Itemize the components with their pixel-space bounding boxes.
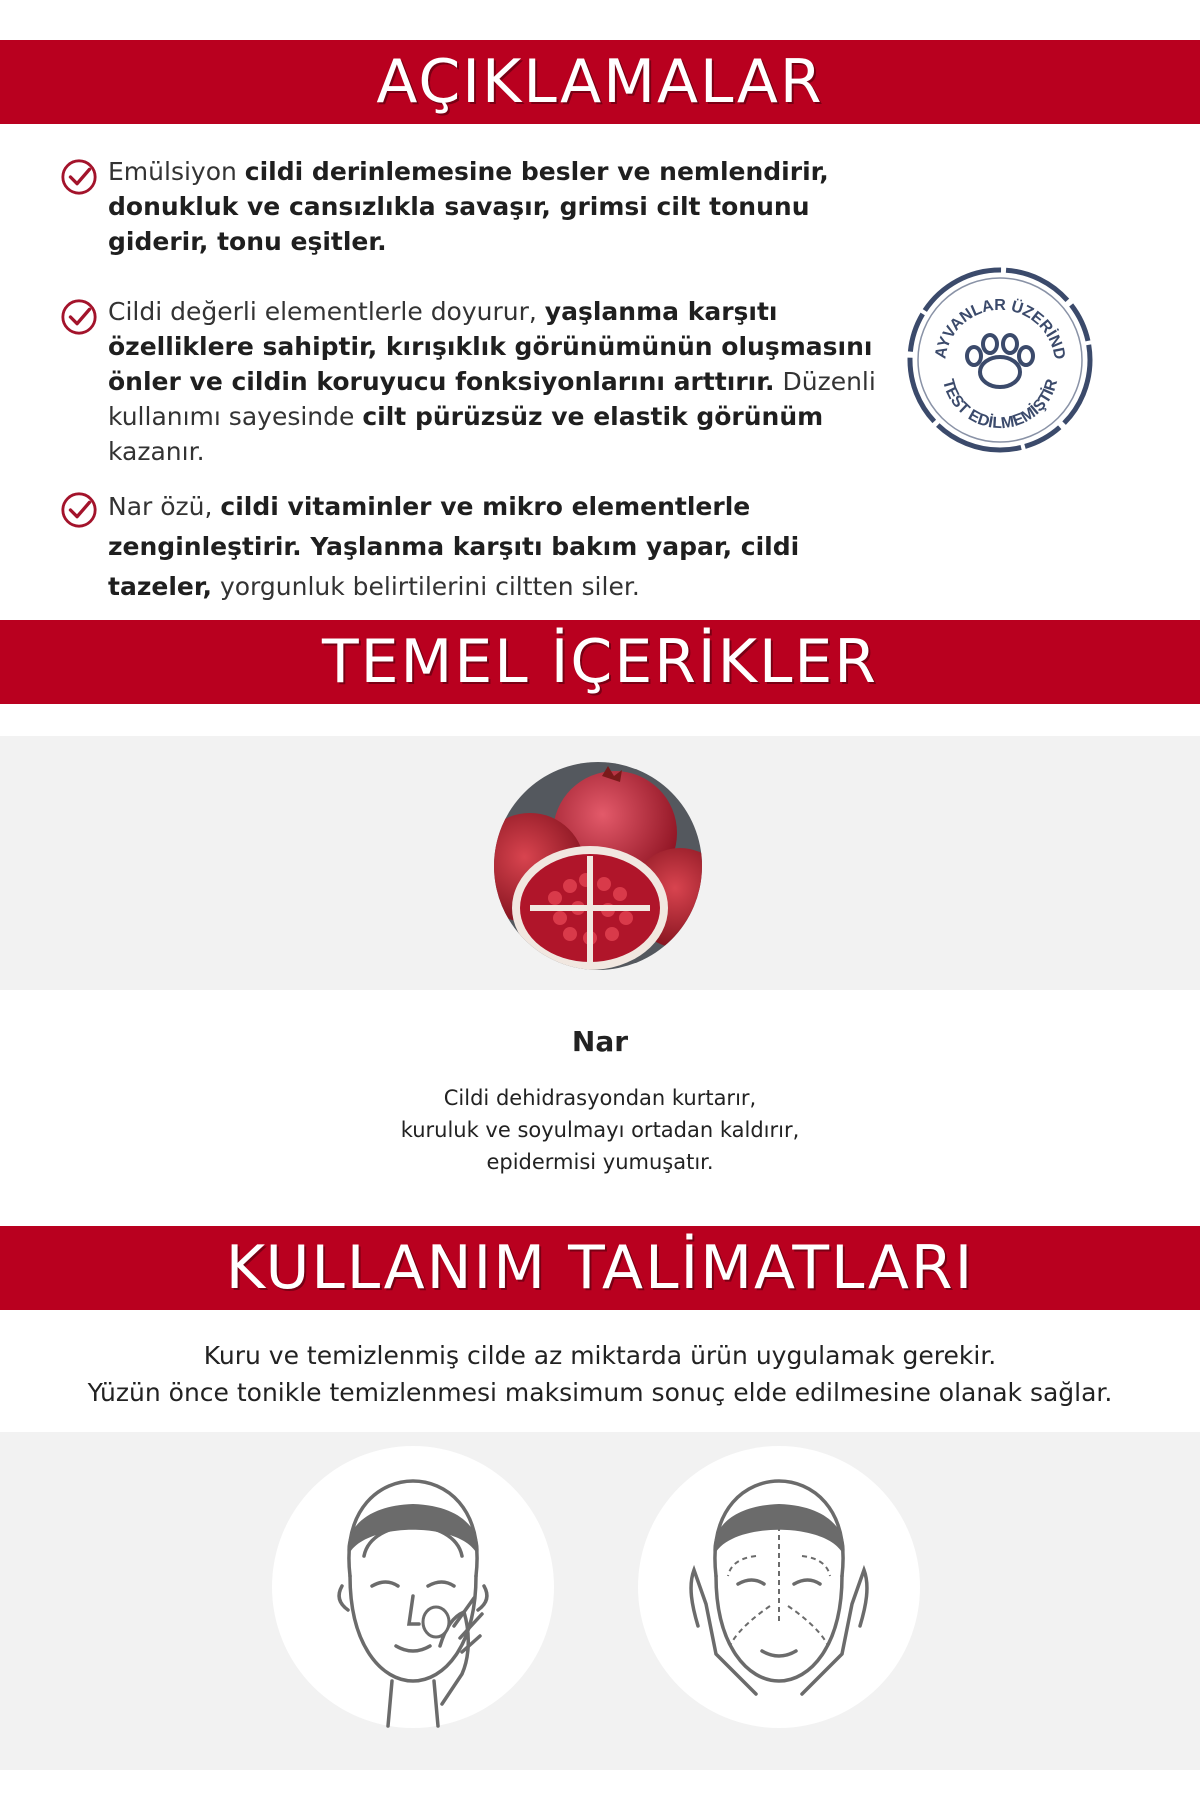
- description-text: [108, 294, 908, 469]
- usage-illustration-panel: [0, 1432, 1200, 1770]
- paw-icon: [967, 335, 1033, 387]
- usage-line: Kuru ve temizlenmiş cilde az miktarda ürün uygulamak gerekir.: [203, 1341, 997, 1370]
- section-title-ingredients: TEMEL İÇERİKLER: [322, 627, 878, 697]
- usage-line: Yüzün önce tonikle temizlenmesi maksimum sonuç elde edilmesine olanak sağlar.: [87, 1378, 1113, 1407]
- description-segment: Düzenli kullanımı sayesinde: [108, 367, 876, 431]
- description-item: [60, 154, 880, 264]
- description-segment: kazanır.: [108, 437, 205, 466]
- ingredient-description-line: epidermisi yumuşatır.: [486, 1150, 714, 1174]
- stamp-top-text: AYVANLAR ÜZERİND: [932, 297, 1068, 361]
- description-bold-segment: cildi vitaminler ve mikro elementlerle zenginleştirir. Yaşlanma karşıtı bakım yapar, cildi tazeler,: [108, 492, 800, 601]
- stamp-bottom-text: TEST EDİLMEMİŞTİR: [938, 377, 1062, 433]
- ingredient-image-panel: [0, 736, 1200, 990]
- usage-instructions: [0, 1337, 1200, 1411]
- description-text: [108, 154, 908, 259]
- face-apply-illustration: [272, 1446, 554, 1728]
- section-title-descriptions: AÇIKLAMALAR: [376, 47, 824, 117]
- description-segment: Cildi değerli elementlerle doyurur,: [108, 297, 545, 326]
- ingredient-description: [0, 1082, 1200, 1178]
- description-bold-segment: cildi derinlemesine besler ve nemlendirir, donukluk ve cansızlıkla savaşır, grimsi cilt tonunu giderir, tonu eşitler.: [108, 157, 829, 256]
- ingredient-name: Nar: [571, 1025, 629, 1058]
- section-title-usage: KULLANIM TALİMATLARI: [225, 1233, 975, 1303]
- ingredient-description-line: Cildi dehidrasyondan kurtarır,: [443, 1086, 757, 1110]
- description-segment: Emülsiyon: [108, 157, 245, 186]
- section-banner-descriptions: [0, 40, 1200, 124]
- checkmark-circle-icon: [60, 158, 98, 196]
- ingredient-description-line: kuruluk ve soyulmayı ortadan kaldırır,: [400, 1118, 800, 1142]
- description-text: [108, 487, 908, 607]
- description-bold-segment: cilt pürüzsüz ve elastik görünüm: [362, 402, 824, 431]
- description-bold-segment: yaşlanma karşıtı özelliklere sahiptir, kırışıklık görünümünün oluşmasını önler ve cildin koruyucu fonksiyonlarını arttırır.: [108, 297, 873, 396]
- description-segment: yorgunluk belirtilerini ciltten siler.: [212, 572, 640, 601]
- checkmark-circle-icon: [60, 491, 98, 529]
- description-item: [60, 294, 880, 474]
- not-tested-on-animals-badge: [900, 260, 1100, 460]
- description-segment: Nar özü,: [108, 492, 221, 521]
- pomegranate-image: [490, 758, 706, 974]
- section-banner-usage: [0, 1226, 1200, 1310]
- section-banner-ingredients: [0, 620, 1200, 704]
- stamp-icon: [900, 260, 1100, 460]
- description-item: [60, 487, 880, 607]
- face-massage-illustration: [638, 1446, 920, 1728]
- checkmark-circle-icon: [60, 298, 98, 336]
